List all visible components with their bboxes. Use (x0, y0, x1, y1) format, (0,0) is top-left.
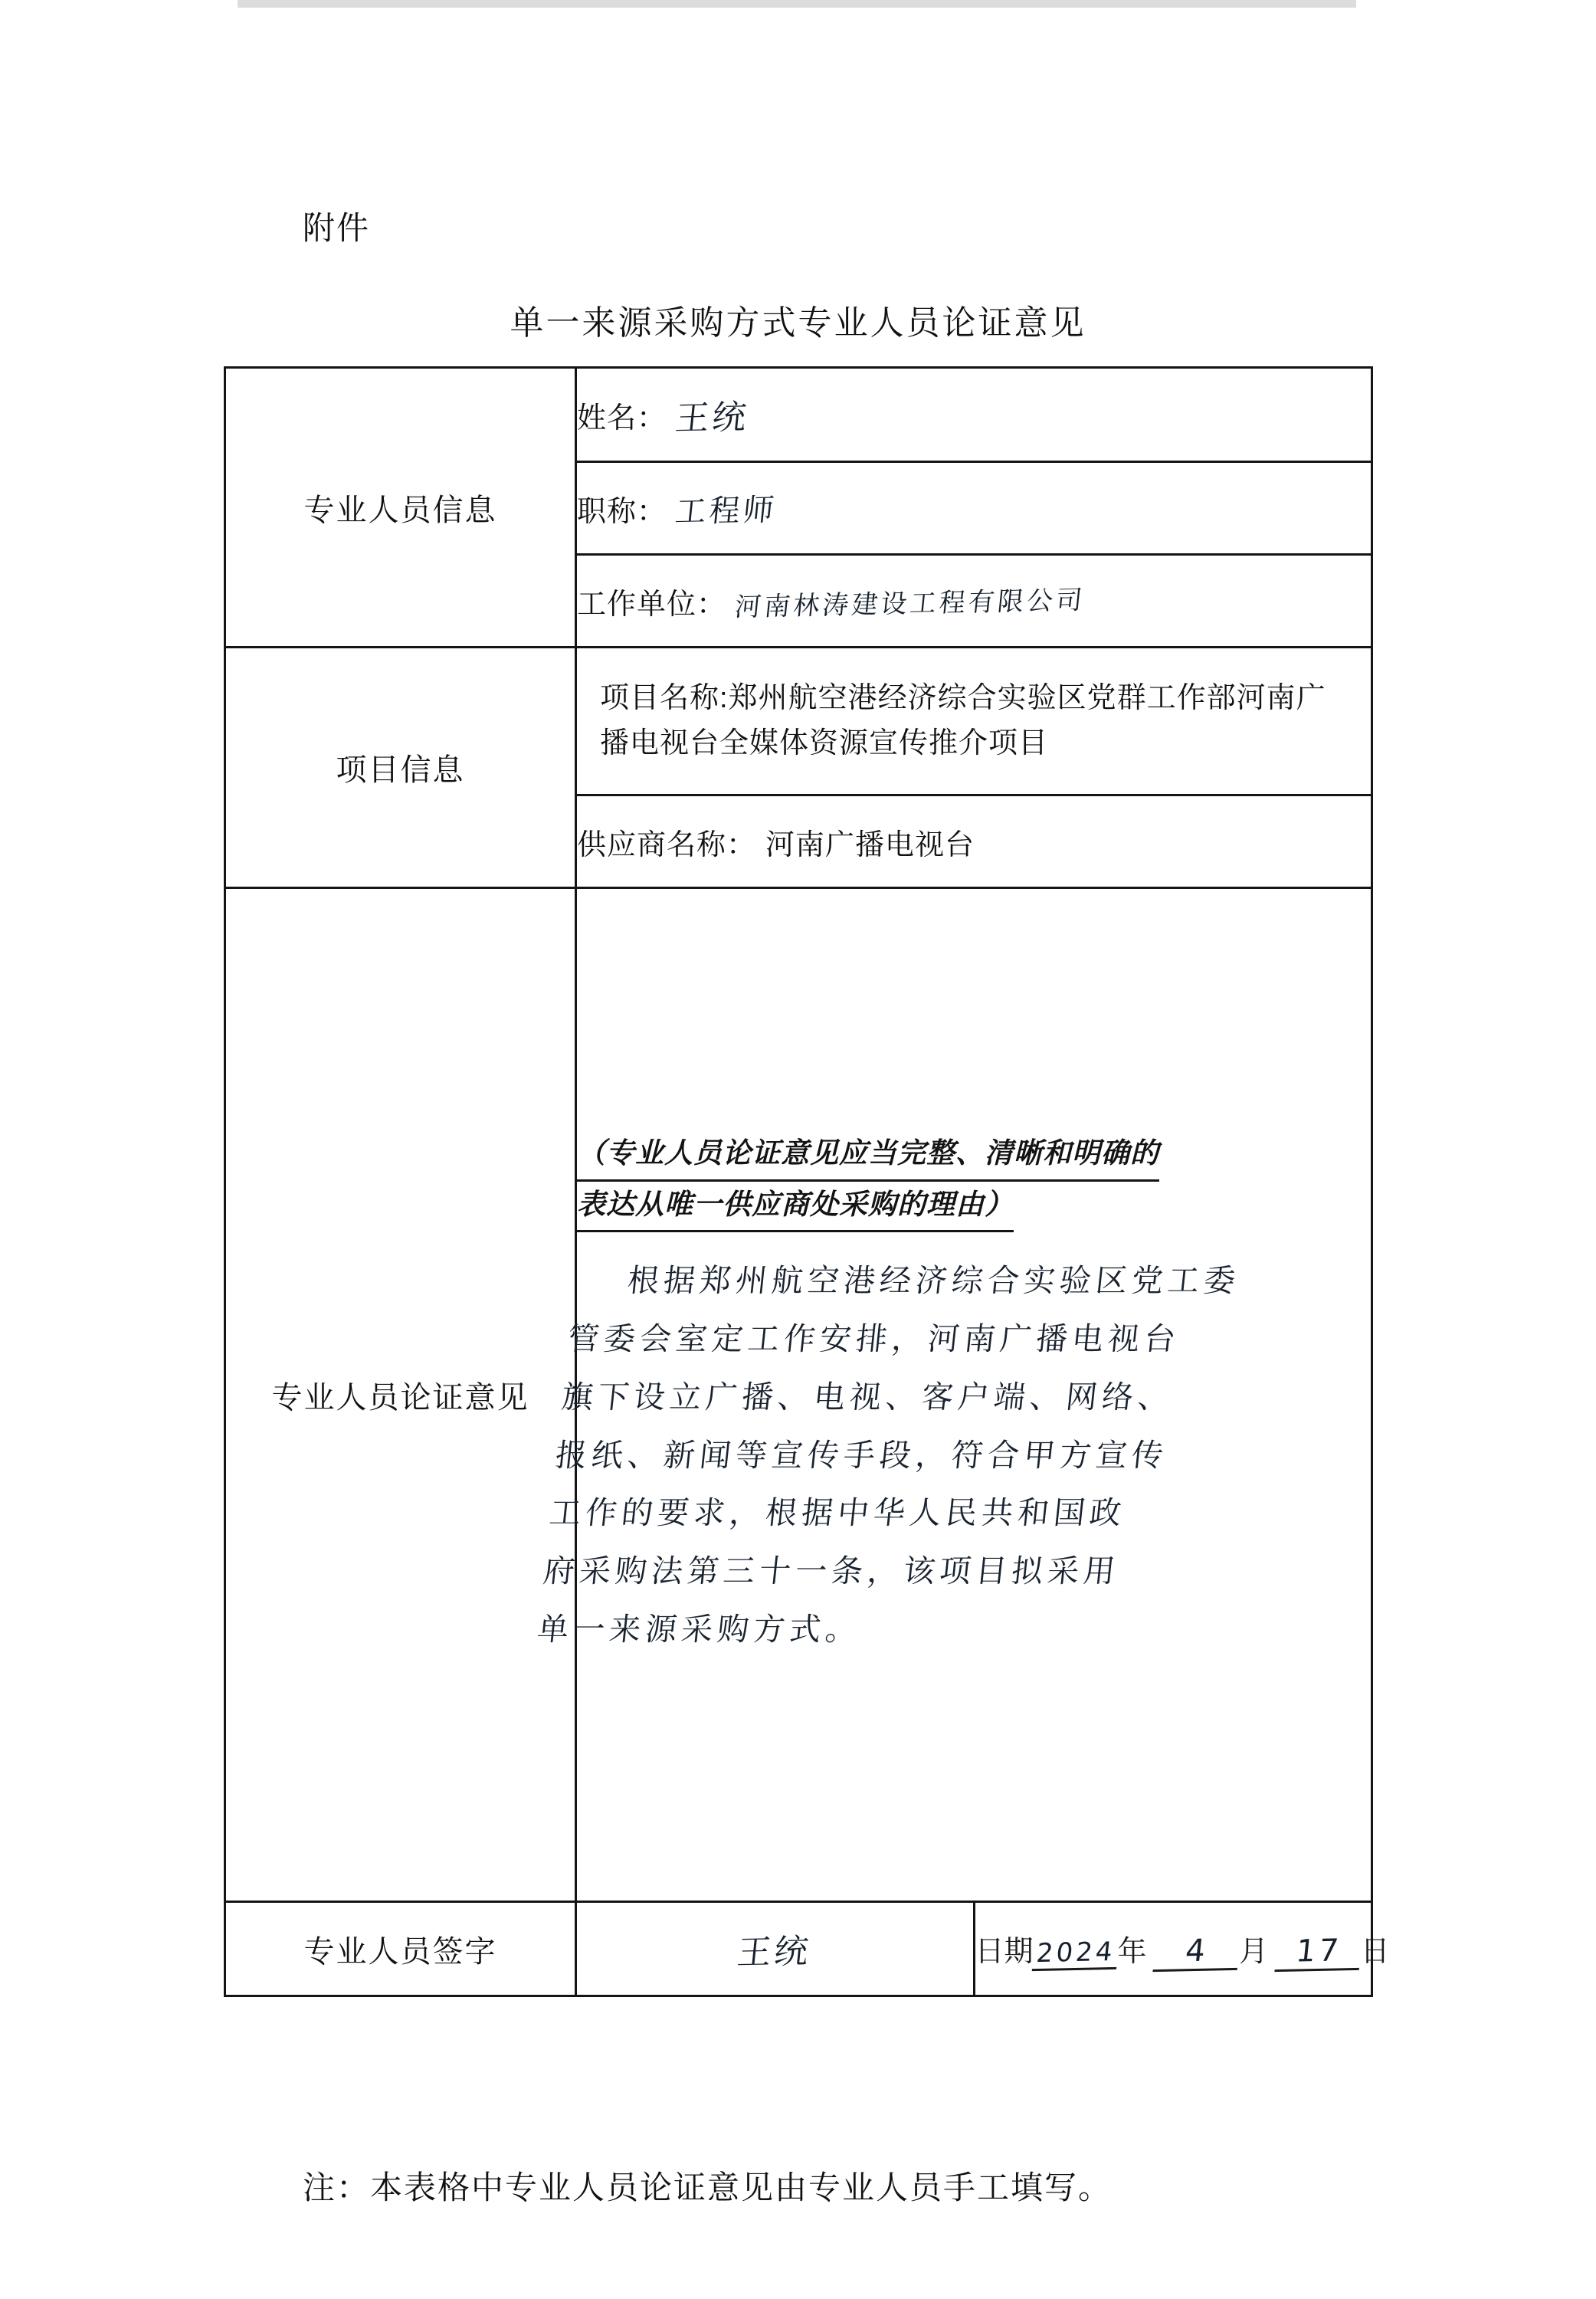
date-year-unit: 年 (1117, 1935, 1147, 1968)
field-name (576, 368, 1372, 462)
date-day-unit: 日 (1360, 1935, 1390, 1968)
footer-note: 注：本表格中专业人员论证意见由专业人员手工填写。 (303, 2169, 1113, 2206)
opinion-line: 报纸、新闻等宣传手段，符合甲方宣传 (553, 1436, 1170, 1474)
row-label-opinion: 专业人员论证意见 (225, 888, 576, 1902)
opinion-line: 府采购法第三十一条，该项目拟采用 (541, 1552, 1122, 1589)
signature-label: 专业人员签字 (225, 1902, 576, 1996)
opinion-instruction-line-1: （专业人员论证意见应当完整、清晰和明确的 (577, 1130, 1159, 1181)
opinion-line: 根据郑州航空港经济综合实验区党工委 (625, 1261, 1242, 1299)
field-title-value: 工程师 (673, 492, 779, 530)
date-cell (974, 1902, 1390, 1996)
date-label: 日期 (975, 1935, 1034, 1968)
row-label-expert-info: 专业人员信息 (225, 368, 576, 648)
date-month-value: 4 (1152, 1932, 1240, 1971)
field-employer-label: 工作单位： (577, 588, 727, 621)
field-project-name-label: 项目名称: (600, 682, 729, 715)
signature-handwritten: 王统 (736, 1931, 814, 1973)
field-employer-value: 河南林涛建设工程有限公司 (733, 584, 1087, 623)
field-supplier-label: 供应商名称： (577, 828, 757, 861)
table-row (225, 648, 1372, 795)
opinion-line: 管委会室定工作安排，河南广播电视台 (565, 1320, 1182, 1357)
attachment-label: 附件 (303, 210, 371, 246)
opinion-instruction (577, 1130, 1371, 1231)
field-project-name-value: 郑州航空港经济综合实验区党群工作部河南广播电视台全媒体资源宣传推介项目 (600, 682, 1326, 759)
opinion-line: 旗下设立广播、电视、客户端、网络、 (559, 1378, 1176, 1415)
signature-value-cell (576, 1902, 975, 1996)
field-title-label: 职称： (577, 495, 667, 528)
opinion-line: 工作的要求，根据中华人民共和国政 (547, 1494, 1128, 1532)
opinion-form-table (224, 366, 1390, 1997)
opinion-line: 单一来源采购方式。 (535, 1610, 864, 1648)
field-supplier (576, 795, 1372, 888)
table-row (225, 368, 1372, 462)
date-year-value: 2024 (1031, 1936, 1119, 1970)
date-day-value: 17 (1274, 1932, 1362, 1971)
field-employer (576, 555, 1372, 648)
page-title: 单一来源采购方式专业人员论证意见 (510, 304, 1086, 342)
date-month-unit: 月 (1239, 1935, 1269, 1968)
field-supplier-value: 河南广播电视台 (765, 828, 975, 861)
row-label-project-info: 项目信息 (225, 648, 576, 888)
field-name-label: 姓名： (577, 402, 667, 435)
opinion-instruction-line-2: 表达从唯一供应商处采购的理由） (577, 1182, 1014, 1232)
table-row (225, 888, 1372, 1902)
opinion-content-cell (535, 888, 1372, 1902)
field-title (576, 462, 1372, 555)
table-row (225, 1902, 1372, 1996)
opinion-handwritten-text (534, 1252, 1371, 1659)
field-project-name (576, 648, 1372, 795)
field-name-value: 王统 (673, 397, 752, 438)
